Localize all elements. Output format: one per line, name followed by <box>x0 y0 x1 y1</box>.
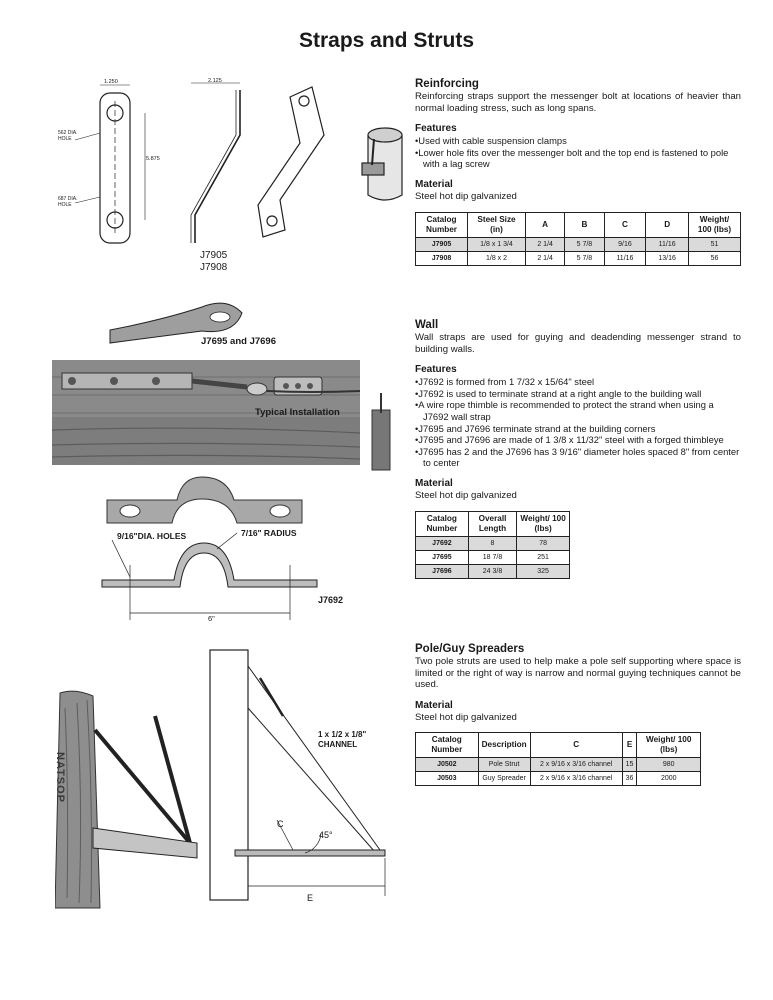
table-header: D <box>646 212 689 237</box>
table-cell: J7696 <box>416 564 469 578</box>
table-cell: 325 <box>517 564 570 578</box>
spreaders-description: Two pole struts are used to help make a pole self supporting where space is limited or the right of way is narrow and normal guying techniques cannot be used. <box>415 656 741 691</box>
list-item: • J7695 and J7696 terminate strand at the building corners <box>415 423 741 435</box>
table-cell: J7905 <box>416 237 468 251</box>
table-cell: 2 x 9/16 x 3/16 channel <box>530 758 622 772</box>
table-cell: 11/16 <box>646 237 689 251</box>
table-header: C <box>604 212 646 237</box>
table-cell: 51 <box>689 237 741 251</box>
reinforcing-features-heading: Features <box>415 123 457 135</box>
list-item: • Used with cable suspension clamps <box>415 135 741 147</box>
dim-c-label: C <box>277 819 284 829</box>
list-item: • J7692 is used to terminate strand at a right angle to the building wall <box>415 388 741 400</box>
page-title: Straps and Struts <box>298 29 475 52</box>
table-header: Catalog Number <box>416 733 479 758</box>
pole-spreader-drawing <box>55 648 400 910</box>
dim-label: 6" <box>208 614 215 623</box>
table-cell: 13/16 <box>646 251 689 265</box>
dim-offset-label: 2.125 <box>208 78 222 84</box>
table-header-row <box>416 733 701 758</box>
table-header: A <box>526 212 565 237</box>
table-cell: J7695 <box>416 550 469 564</box>
table-cell: 9/16 <box>604 237 646 251</box>
table-cell: 2 1/4 <box>526 237 565 251</box>
wall-description: Wall straps are used for guying and deadending messenger strand to building walls. <box>415 332 741 355</box>
pole-outline <box>210 650 248 900</box>
table-row <box>416 772 701 786</box>
part-number-label: J7905 <box>200 250 228 261</box>
reinforcing-material: Steel hot dip galvanized <box>415 190 517 202</box>
table-cell: 11/16 <box>604 251 646 265</box>
table-cell: 78 <box>517 536 570 550</box>
table-header: Weight/ 100 (lbs) <box>689 212 741 237</box>
table-cell: 2000 <box>637 772 701 786</box>
radius-label: 7/16" RADIUS <box>241 528 297 538</box>
part-label: J7692 <box>318 595 344 605</box>
pole-stamp-text: NATSOP <box>54 752 66 804</box>
reinforcing-material-heading: Material <box>415 178 453 190</box>
dim-e-label: E <box>307 893 314 903</box>
reinforcing-table <box>415 212 741 266</box>
table-header-row <box>416 212 741 237</box>
wall-features-list <box>415 376 741 469</box>
table-header: Catalog Number <box>416 511 469 536</box>
table-cell: 251 <box>517 550 570 564</box>
table-header: Weight/ 100 (lbs) <box>517 511 570 536</box>
list-item: • J7692 is formed from 1 7/32 x 15/64" steel <box>415 376 741 388</box>
installation-label: Typical Installation <box>255 407 340 418</box>
channel-label: 1 x 1/2 x 1/8" CHANNEL <box>318 730 367 749</box>
reinforcing-features-list <box>415 135 741 170</box>
guy-wire <box>248 666 380 850</box>
wall-table <box>415 511 570 579</box>
table-row <box>416 536 570 550</box>
table-row <box>416 251 741 265</box>
dim-width-label: 1.250 <box>104 79 118 85</box>
table-cell: Pole Strut <box>478 758 530 772</box>
table-header-row <box>416 511 570 536</box>
strap-side-view <box>195 90 240 243</box>
table-cell: 5 7/8 <box>565 251 604 265</box>
spreaders-material-heading: Material <box>415 699 453 711</box>
list-item: • A wire rope thimble is recommended to protect the strand when using a J7692 wall strap <box>415 399 741 422</box>
strap-label: J7695 and J7696 <box>201 336 277 347</box>
wall-heading: Wall <box>415 319 439 331</box>
table-row <box>416 550 570 564</box>
list-item: • J7695 has 2 and the J7696 has 3 9/16" diameter holes spaced 8" from center to center <box>415 446 741 469</box>
list-item: • Lower hole fits over the messenger bolt and the top end is fastened to pole with a lag screw <box>415 147 741 170</box>
spreaders-material: Steel hot dip galvanized <box>415 711 517 723</box>
table-cell: J0503 <box>416 772 479 786</box>
table-header: Weight/ 100 (lbs) <box>637 733 701 758</box>
table-cell: 36 <box>622 772 637 786</box>
table-cell: 56 <box>689 251 741 265</box>
table-cell: 8 <box>468 536 516 550</box>
table-cell: 980 <box>637 758 701 772</box>
table-cell: 24 3/8 <box>468 564 516 578</box>
table-header: E <box>622 733 637 758</box>
list-item: • J7695 and J7696 are made of 1 3/8 x 11/32" steel with a forged thimbleye <box>415 434 741 446</box>
table-cell: 2 1/4 <box>526 251 565 265</box>
reinforcing-section <box>415 77 741 266</box>
angle-label: 45° <box>319 830 333 840</box>
holes-label: 9/16"DIA. HOLES <box>117 531 187 541</box>
table-cell: 15 <box>622 758 637 772</box>
table-row <box>416 758 701 772</box>
table-cell: J7908 <box>416 251 468 265</box>
strap-isometric-view <box>258 87 324 237</box>
spreaders-heading: Pole/Guy Spreaders <box>415 643 525 655</box>
table-header: B <box>565 212 604 237</box>
reinforcing-strap-drawing <box>50 75 410 275</box>
part-number-label: J7908 <box>200 262 228 273</box>
hole-top-label: 562 DIA. HOLE <box>58 130 78 142</box>
dim-length-label: 5.875 <box>146 156 160 162</box>
table-header: Description <box>478 733 530 758</box>
table-cell: J7692 <box>416 536 469 550</box>
wall-material-heading: Material <box>415 477 453 489</box>
table-cell: 5 7/8 <box>565 237 604 251</box>
reinforcing-heading: Reinforcing <box>415 78 479 90</box>
wall-strap-j7692-side <box>102 543 317 587</box>
table-header: C <box>530 733 622 758</box>
table-cell: 1/8 x 2 <box>468 251 526 265</box>
table-header: Steel Size (in) <box>468 212 526 237</box>
table-header: Overall Length <box>468 511 516 536</box>
wall-section <box>415 318 741 579</box>
spreaders-section <box>415 642 741 786</box>
table-row <box>416 237 741 251</box>
table-cell: Guy Spreader <box>478 772 530 786</box>
spreaders-table <box>415 732 701 786</box>
hole-bottom-label: 687 DIA. HOLE <box>58 196 78 208</box>
wall-features-heading: Features <box>415 364 457 376</box>
wall-material: Steel hot dip galvanized <box>415 489 517 501</box>
table-row <box>416 564 570 578</box>
table-cell: 2 x 9/16 x 3/16 channel <box>530 772 622 786</box>
table-cell: 1/8 x 1 3/4 <box>468 237 526 251</box>
table-header: Catalog Number <box>416 212 468 237</box>
reinforcing-description: Reinforcing straps support the messenger bolt at locations of heavier than normal loading stress, such as long spans. <box>415 91 741 114</box>
table-cell: 18 7/8 <box>468 550 516 564</box>
table-cell: J0502 <box>416 758 479 772</box>
